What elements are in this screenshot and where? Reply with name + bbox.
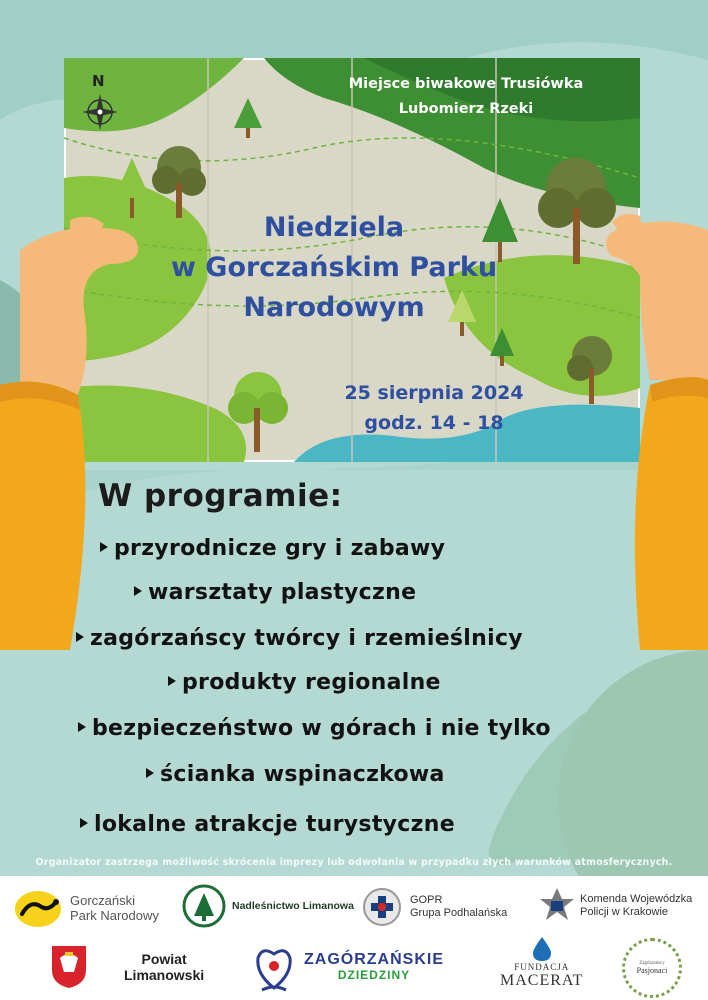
program-section (0, 478, 708, 858)
event-title-line1: Niedziela (263, 212, 405, 243)
policja-line1: Komenda Wojewódzka (580, 893, 693, 906)
coat-of-arms-icon (50, 944, 88, 990)
gopr-line1: GOPR (410, 894, 443, 907)
macerat-line1: FUNDACJA (514, 962, 570, 972)
bullet-triangle-icon (134, 586, 142, 596)
bullet-triangle-icon (100, 542, 108, 552)
sponsor-policja (538, 886, 692, 926)
event-title-line2: w Gorczańskim Parku (170, 252, 498, 283)
sponsor-zagorzanskie (252, 940, 444, 994)
sponsor-lasy (182, 884, 354, 928)
event-title-line3: Narodowym (243, 292, 425, 323)
policja-line2: Policji w Krakowie (580, 906, 669, 918)
zagorzanskie-line1: ZAGÓRZAŃSKIE (304, 950, 444, 968)
program-item: warsztaty plastyczne (134, 580, 416, 605)
bullet-triangle-icon (76, 632, 84, 642)
water-drop-icon (531, 936, 553, 962)
sponsor-gopr (362, 886, 507, 928)
program-item: produkty regionalne (168, 670, 441, 695)
police-star-logo-icon (538, 886, 576, 926)
powiat-line1: Powiat (141, 950, 187, 967)
gopr-line2: Grupa Podhalańska (410, 907, 508, 919)
heart-folk-logo-icon (252, 940, 296, 994)
sponsor-macerat (500, 936, 583, 991)
disclaimer: Organizator zastrzega możliwość skrócenia imprezy lub odwołania w przypadku złych warunków atmosferycznych. (35, 857, 673, 868)
floral-wreath-logo-icon: Zagórzańscy Pasjonaci (622, 938, 682, 998)
bullet-triangle-icon (146, 768, 154, 778)
program-item: bezpieczeństwo w górach i nie tylko (78, 716, 551, 741)
program-item: lokalne atrakcje turystyczne (80, 812, 455, 837)
sponsor-powiat (50, 944, 204, 990)
event-date: 25 sierpnia 2024 (344, 382, 524, 404)
salamander-logo-icon (14, 890, 62, 928)
program-item: przyrodnicze gry i zabawy (100, 536, 445, 561)
lasy-panstwowe-logo-icon (182, 884, 226, 928)
macerat-line2: MACERAT (500, 972, 584, 990)
event-time: godz. 14 - 18 (364, 412, 504, 434)
program-heading: W programie: (98, 478, 343, 514)
location-line1: Miejsce biwakowe Trusiówka (348, 76, 584, 92)
sponsor-gpn (14, 890, 159, 928)
gpn-line1: Gorczański (70, 893, 136, 909)
sponsors-bar (0, 876, 708, 1000)
zagorzanskie-line2: DZIEDZINY (337, 968, 411, 983)
compass-letter: N (92, 72, 105, 90)
gpn-line2: Park Narodowy (70, 908, 159, 923)
nadlesnictwo-label: Nadleśnictwo Limanowa (232, 899, 354, 912)
program-item: zagórzańscy twórcy i rzemieślnicy (76, 626, 523, 651)
gopr-logo-icon (362, 886, 402, 928)
bullet-triangle-icon (168, 676, 176, 686)
program-item: ścianka wspinaczkowa (146, 762, 445, 787)
location-line2: Lubomierz Rzeki (398, 101, 534, 117)
bullet-triangle-icon (80, 818, 88, 828)
sponsor-pasjonaci (622, 938, 682, 998)
bullet-triangle-icon (78, 722, 86, 732)
powiat-line2: Limanowski (124, 967, 205, 983)
